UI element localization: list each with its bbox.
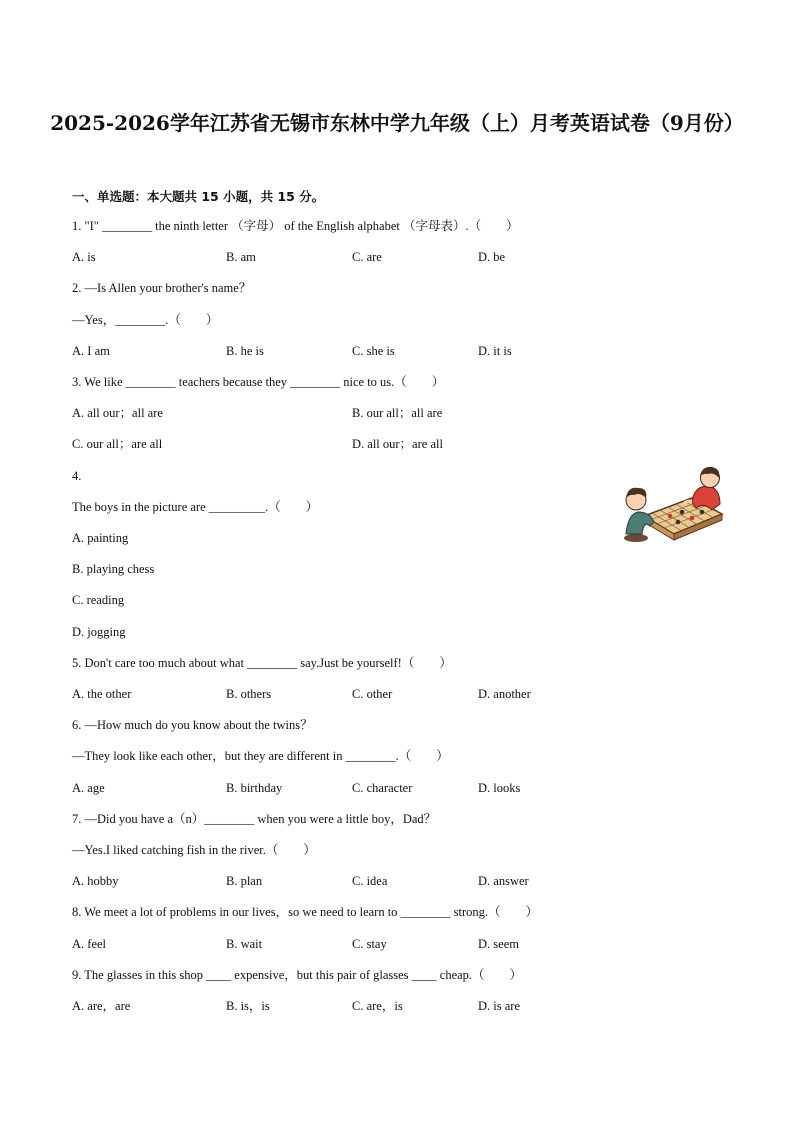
q3-option-b[interactable]: B. our all；all are [352,406,443,420]
q4-option-a[interactable]: A. painting [72,531,129,545]
q5-option-a[interactable]: A. the other [72,687,132,701]
q8-option-c[interactable]: C. stay [352,937,387,951]
question-2-stem-reply: —Yes，________.（ ） [72,313,219,327]
q3-option-d[interactable]: D. all our；are all [352,437,443,451]
q7-option-b[interactable]: B. plan [226,874,263,888]
q1-option-d[interactable]: D. be [478,250,506,264]
question-8-stem: 8. We meet a lot of problems in our lives，so we need to learn to ________ strong.（ ） [72,905,539,919]
section-header: 一、单选题：本大题共 15 小题，共 15 分。 [72,189,325,204]
question-1-stem: 1. "I" ________ the ninth letter （字母） of the English alphabet （字母表）.（ ） [72,219,519,233]
question-4-number: 4. [72,469,82,483]
q8-option-d[interactable]: D. seem [478,937,519,951]
q9-option-c[interactable]: C. are，is [352,999,403,1013]
q2-option-d[interactable]: D. it is [478,344,512,358]
q6-option-a[interactable]: A. age [72,781,105,795]
q7-option-a[interactable]: A. hobby [72,874,119,888]
question-2-stem: 2. —Is Allen your brother's name？ [72,281,252,295]
q1-option-c[interactable]: C. are [352,250,382,264]
question-7-stem-reply: —Yes.I liked catching fish in the river.（ ） [72,843,316,857]
q3-option-a[interactable]: A. all our；all are [72,406,163,420]
question-7-stem: 7. —Did you have a（n）________ when you were a little boy，Dad？ [72,812,437,826]
q6-option-d[interactable]: D. looks [478,781,521,795]
q4-option-b[interactable]: B. playing chess [72,562,155,576]
question-9-stem: 9. The glasses in this shop ____ expensive，but this pair of glasses ____ cheap.（ ） [72,968,523,982]
question-6-stem-reply: —They look like each other，but they are different in ________.（ ） [72,749,449,763]
q4-option-c[interactable]: C. reading [72,593,125,607]
q7-option-c[interactable]: C. idea [352,874,388,888]
question-6-stem: 6. —How much do you know about the twins？ [72,718,313,732]
q4-option-d[interactable]: D. jogging [72,625,126,639]
q6-option-b[interactable]: B. birthday [226,781,283,795]
q1-option-b[interactable]: B. am [226,250,256,264]
q7-option-d[interactable]: D. answer [478,874,529,888]
q8-option-b[interactable]: B. wait [226,937,263,951]
q9-option-d[interactable]: D. is are [478,999,520,1013]
exam-title: 2025-2026学年江苏省无锡市东林中学九年级（上）月考英语试卷（9月份） [50,111,744,135]
q1-option-a[interactable]: A. is [72,250,96,264]
q8-option-a[interactable]: A. feel [72,937,107,951]
q9-option-b[interactable]: B. is，is [226,999,270,1013]
q5-option-c[interactable]: C. other [352,687,393,701]
q2-option-a[interactable]: A. I am [72,344,110,358]
q9-option-a[interactable]: A. are，are [72,999,131,1013]
question-3-stem: 3. We like ________ teachers because they ________ nice to us.（ ） [72,375,445,389]
q2-option-c[interactable]: C. she is [352,344,395,358]
q6-option-c[interactable]: C. character [352,781,413,795]
q5-option-d[interactable]: D. another [478,687,531,701]
question-4-stem: The boys in the picture are _________.（ ） [72,500,319,514]
q5-option-b[interactable]: B. others [226,687,272,701]
question-5-stem: 5. Don't care too much about what ________ say.Just be yourself!（ ） [72,656,452,670]
q3-option-c[interactable]: C. our all；are all [72,437,163,451]
boys-playing-chess-image [622,464,726,546]
q2-option-b[interactable]: B. he is [226,344,264,358]
